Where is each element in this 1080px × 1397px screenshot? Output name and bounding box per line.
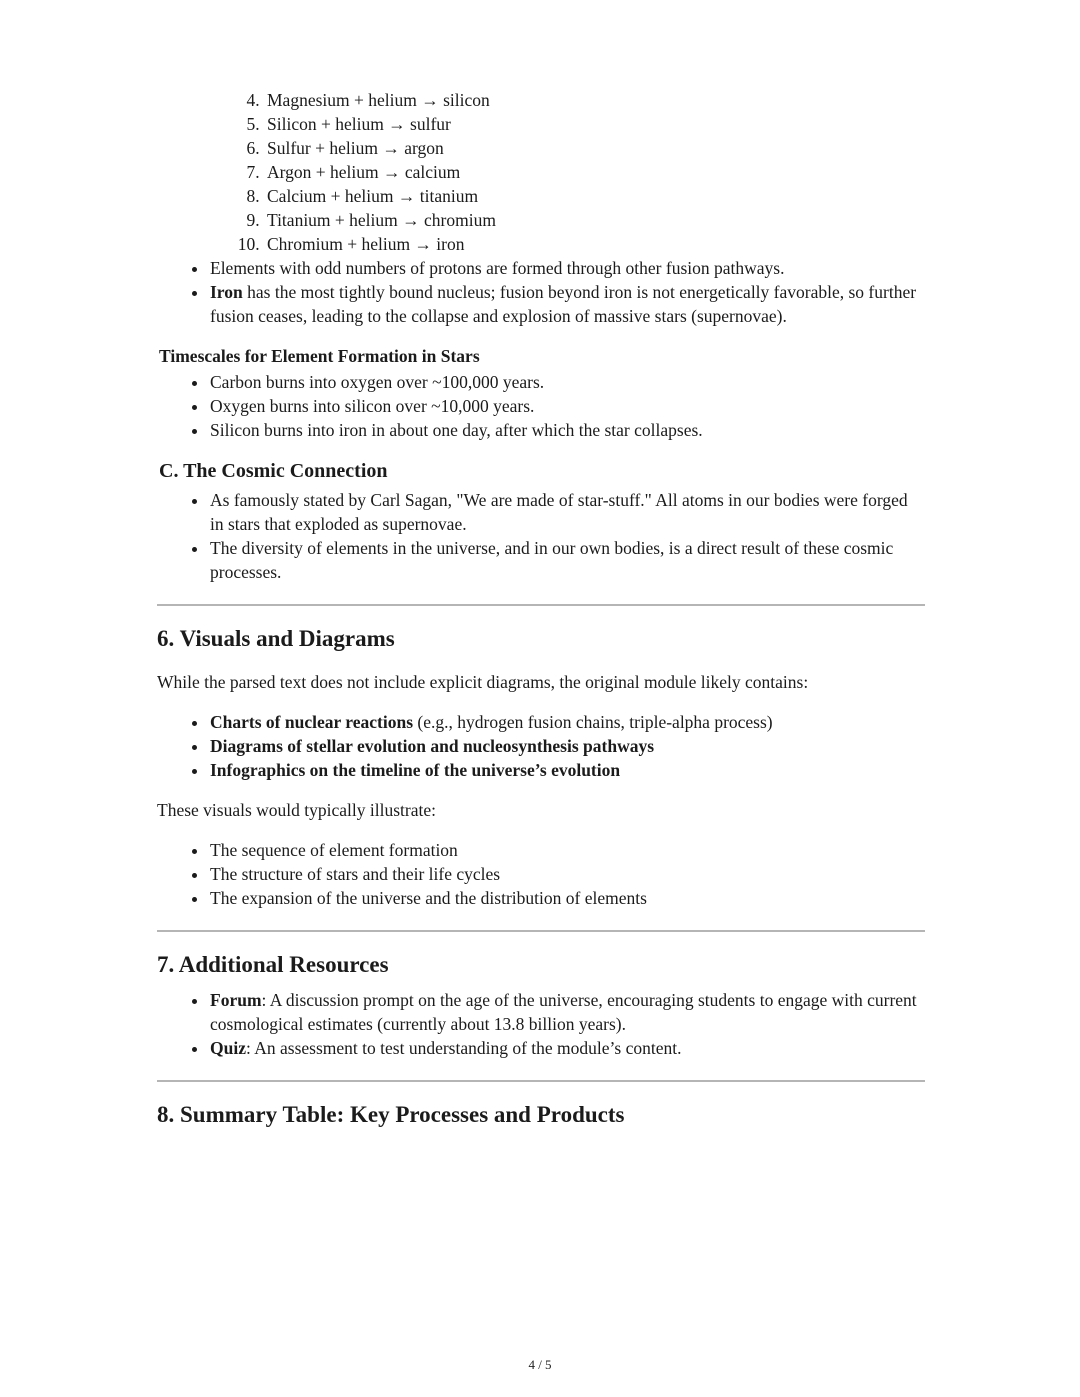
item-text: The diversity of elements in the universe, and in our own bodies, is a direct result of these cosmic processes. <box>210 538 894 582</box>
alpha-fusion-ordered-list <box>157 88 925 256</box>
fusion-step-item <box>264 232 925 256</box>
bold-term: Forum <box>210 990 262 1010</box>
item-text: : A discussion prompt on the age of the universe, encouraging students to engage with current cosmological estimates (currently about 13.8 billion years). <box>210 990 917 1034</box>
item-text: The structure of stars and their life cycles <box>210 864 501 884</box>
page-number: 4 / 5 <box>528 1357 552 1372</box>
timescales-list <box>157 370 925 442</box>
fusion-step-text: Calcium + helium → titanium <box>267 186 479 206</box>
section-divider <box>157 930 925 932</box>
list-item <box>209 370 925 394</box>
list-item <box>209 758 925 782</box>
timescales-heading: Timescales for Element Formation in Stars <box>159 346 480 366</box>
resources-list <box>157 988 925 1060</box>
list-item <box>209 838 925 862</box>
visuals-heading: 6. Visuals and Diagrams <box>157 626 395 651</box>
fusion-step-item <box>264 136 925 160</box>
fusion-step-item <box>264 160 925 184</box>
fusion-step-text: Titanium + helium → chromium <box>267 210 496 230</box>
fusion-step-text: Sulfur + helium → argon <box>267 138 444 158</box>
item-text: Silicon burns into iron in about one day, after which the star collapses. <box>210 420 703 440</box>
item-text: : An assessment to test understanding of the module’s content. <box>245 1038 682 1058</box>
fusion-step-item <box>264 112 925 136</box>
bold-term: Quiz <box>210 1038 246 1058</box>
list-item <box>209 536 925 584</box>
item-text: Oxygen burns into silicon over ~10,000 years. <box>210 396 535 416</box>
item-text: Elements with odd numbers of protons are formed through other fusion pathways. <box>210 258 785 278</box>
resources-heading: 7. Additional Resources <box>157 952 389 977</box>
fusion-step-text: Magnesium + helium → silicon <box>267 90 490 110</box>
item-text: As famously stated by Carl Sagan, "We are made of star-stuff." All atoms in our bodies were forged in stars that exploded as supernovae. <box>210 490 908 534</box>
page-content <box>157 88 925 1138</box>
fusion-notes-list <box>157 256 925 328</box>
list-item <box>209 886 925 910</box>
visuals-bold-list <box>157 710 925 782</box>
section-divider <box>157 1080 925 1082</box>
fusion-step-text: Chromium + helium → iron <box>267 234 465 254</box>
visuals-illustrate-intro: These visuals would typically illustrate: <box>157 800 436 820</box>
fusion-step-item <box>264 184 925 208</box>
visuals-illustrate-list <box>157 838 925 910</box>
section-divider <box>157 604 925 606</box>
visuals-intro: While the parsed text does not include explicit diagrams, the original module likely contains: <box>157 672 809 692</box>
list-item <box>209 394 925 418</box>
list-item <box>209 488 925 536</box>
list-item <box>209 734 925 758</box>
cosmic-connection-heading: C. The Cosmic Connection <box>159 460 388 482</box>
fusion-step-text: Silicon + helium → sulfur <box>267 114 451 134</box>
fusion-step-item <box>264 88 925 112</box>
item-text: (e.g., hydrogen fusion chains, triple-alpha process) <box>413 712 773 732</box>
list-item <box>209 1036 925 1060</box>
list-item <box>209 280 925 328</box>
list-item <box>209 256 925 280</box>
cosmic-connection-list <box>157 488 925 584</box>
bold-term: Charts of nuclear reactions <box>210 712 414 732</box>
list-item <box>209 418 925 442</box>
item-text: Carbon burns into oxygen over ~100,000 years. <box>210 372 545 392</box>
item-text: The expansion of the universe and the distribution of elements <box>210 888 647 908</box>
fusion-step-text: Argon + helium → calcium <box>267 162 461 182</box>
bold-term: Diagrams of stellar evolution and nucleosynthesis pathways <box>210 736 655 756</box>
bold-term: Infographics on the timeline of the universe’s evolution <box>210 760 621 780</box>
item-text: The sequence of element formation <box>210 840 458 860</box>
list-item <box>209 862 925 886</box>
fusion-step-item <box>264 208 925 232</box>
summary-heading: 8. Summary Table: Key Processes and Products <box>157 1102 625 1127</box>
list-item <box>209 988 925 1036</box>
item-text: has the most tightly bound nucleus; fusion beyond iron is not energetically favorable, so further fusion ceases, leading to the collapse and explosion of massive stars (supernovae). <box>210 282 917 326</box>
list-item <box>209 710 925 734</box>
bold-term: Iron <box>210 282 243 302</box>
